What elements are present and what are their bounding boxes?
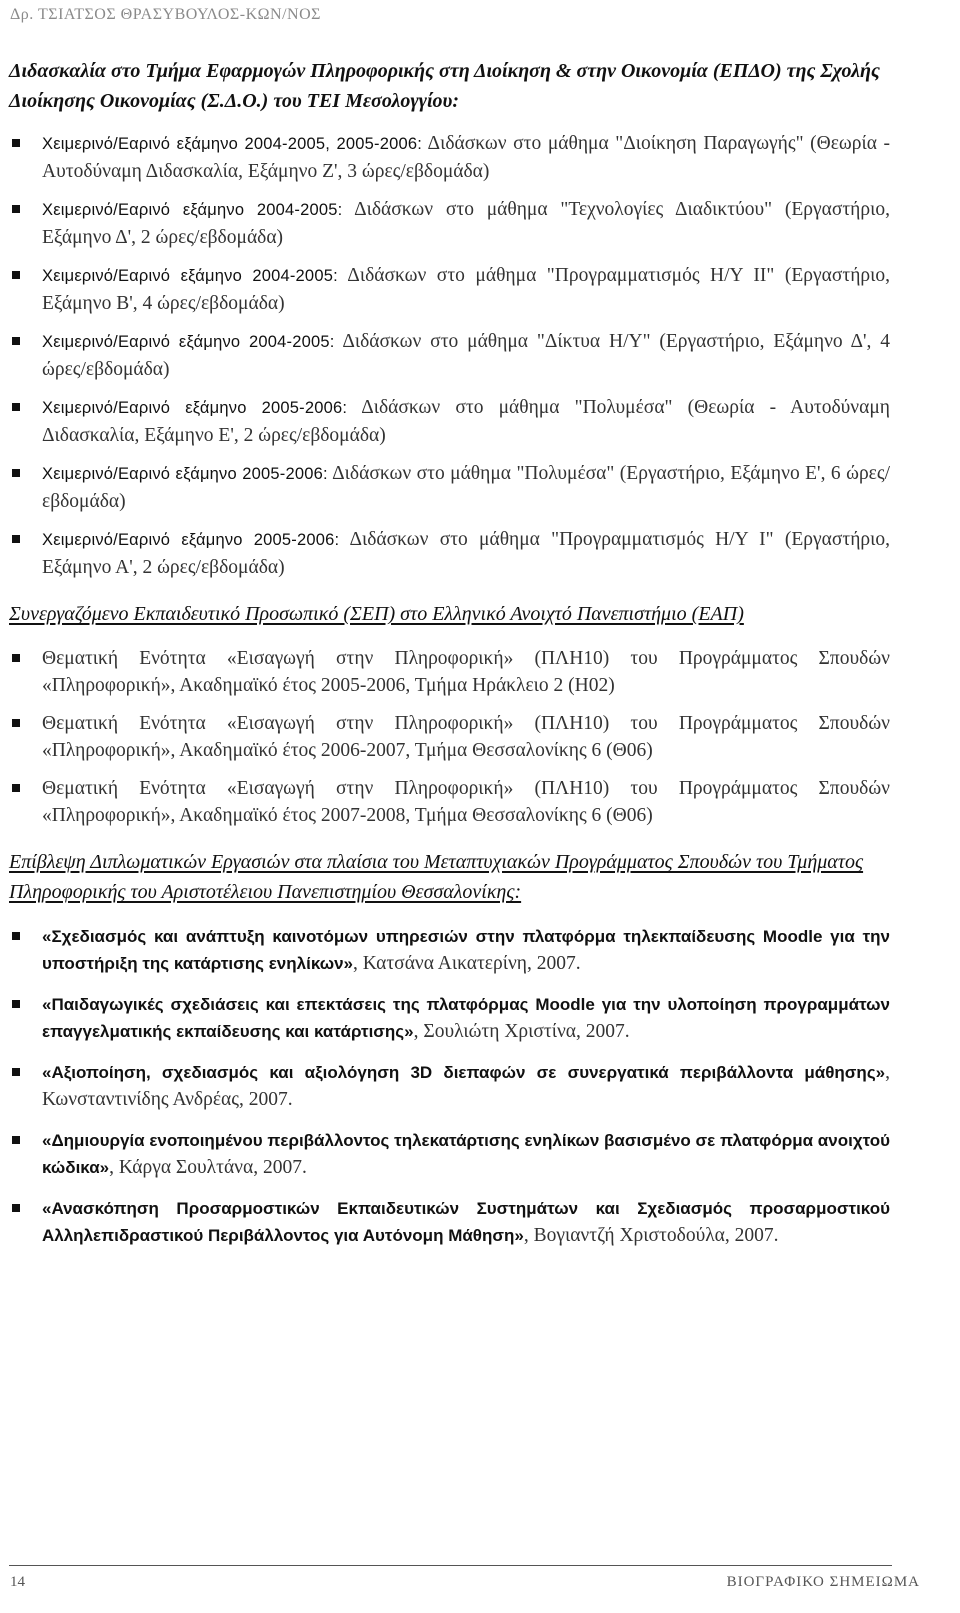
course-description: Διδάσκων στο μάθημα "Δίκτυα Η/Υ" (Εργαστήριο, Εξάμηνο Δ', 4 ώρες/εβδομάδα) — [42, 331, 890, 380]
list-item — [9, 328, 890, 383]
list-item — [9, 710, 890, 764]
thesis-title: «Σχεδιασμός και ανάπτυξη καινοτόμων υπηρεσιών στην πλατφόρμα τηλεκπαίδευσης Moodle για την υποστήριξη της κατάρτισης ενηλίκων» — [42, 927, 890, 973]
module-description: Θεματική Ενότητα «Εισαγωγή στην Πληροφορική» (ΠΛΗ10) του Προγράμματος Σπουδών «Πληροφορική», Ακαδημαϊκό έτος 2006-2007, Τμήμα Θεσσαλονίκης 6 (Θ06) — [42, 713, 890, 761]
thesis-author: , Κάργα Σουλτάνα, 2007. — [109, 1157, 307, 1178]
page-number: 14 — [10, 1574, 25, 1590]
bullet-icon — [12, 1136, 20, 1144]
list-item — [9, 130, 890, 185]
supervision-list — [9, 923, 890, 1249]
thesis-title: «Ανασκόπηση Προσαρμοστικών Εκπαιδευτικών Συστημάτων και Σχεδιασμός προσαρμοστικού Αλληλεπιδραστικού Περιβάλλοντος για Αυτόνομη Μάθηση» — [42, 1199, 890, 1245]
semester-label: Χειμερινό/Εαρινό εξάμηνο 2004-2005, 2005-2006: — [42, 135, 423, 153]
list-item — [9, 526, 890, 581]
list-item — [9, 775, 890, 829]
thesis-author: , Κωνσταντινίδης Ανδρέας, 2007. — [42, 1062, 890, 1110]
semester-label: Χειμερινό/Εαρινό εξάμηνο 2005-2006: — [42, 465, 328, 483]
bullet-icon — [12, 205, 20, 213]
course-description: Διδάσκων στο μάθημα "Διοίκηση Παραγωγής" (Θεωρία - Αυτοδύναμη Διδασκαλία, Εξάμηνο Ζ', 3 ώρες/εβδομάδα) — [42, 133, 891, 182]
footer-title: ΒΙΟΓΡΑΦΙΚΟ ΣΗΜΕΙΩΜΑ — [726, 1574, 920, 1590]
bullet-icon — [12, 337, 20, 345]
module-description: Θεματική Ενότητα «Εισαγωγή στην Πληροφορική» (ΠΛΗ10) του Προγράμματος Σπουδών «Πληροφορική», Ακαδημαϊκό έτος 2007-2008, Τμήμα Θεσσαλονίκης 6 (Θ06) — [42, 778, 890, 826]
bullet-icon — [12, 535, 20, 543]
semester-label: Χειμερινό/Εαρινό εξάμηνο 2005-2006: — [42, 531, 340, 549]
list-item — [9, 1195, 890, 1249]
list-item — [9, 460, 890, 515]
list-item — [9, 1127, 890, 1181]
bullet-icon — [12, 139, 20, 147]
section-heading-teaching: Διδασκαλία στο Τμήμα Εφαρμογών Πληροφορικής στη Διοίκηση & στην Οικονομία (ΕΠΔΟ) της Σχολής Διοίκησης Οικονομίας (Σ.Δ.Ο.) του ΤΕΙ Μεσολογγίου: — [9, 60, 880, 112]
list-item — [9, 923, 890, 977]
course-description: Διδάσκων στο μάθημα "Πολυμέσα" (Θεωρία - Αυτοδύναμη Διδασκαλία, Εξάμηνο Ε', 2 ώρες/εβδομάδα) — [42, 397, 890, 446]
course-description: Διδάσκων στο μάθημα "Προγραμματισμός Η/Υ ΙΙ" (Εργαστήριο, Εξάμηνο Β', 4 ώρες/εβδομάδα) — [42, 265, 890, 314]
thesis-author: , Σουλιώτη Χριστίνα, 2007. — [413, 1021, 630, 1042]
semester-label: Χειμερινό/Εαρινό εξάμηνο 2005-2006: — [42, 399, 348, 417]
course-description: Διδάσκων στο μάθημα "Τεχνολογίες Διαδικτύου" (Εργαστήριο, Εξάμηνο Δ', 2 ώρες/εβδομάδα) — [42, 199, 890, 248]
bullet-icon — [12, 1068, 20, 1076]
list-item — [9, 394, 890, 449]
bullet-icon — [12, 654, 20, 662]
course-description: Διδάσκων στο μάθημα "Προγραμματισμός Η/Υ Ι" (Εργαστήριο, Εξάμηνο Α', 2 ώρες/εβδομάδα) — [42, 529, 890, 578]
list-item — [9, 645, 890, 699]
list-item — [9, 991, 890, 1045]
course-description: Διδάσκων στο μάθημα "Πολυμέσα" (Εργαστήριο, Εξάμηνο Ε', 6 ώρες/εβδομάδα) — [42, 463, 890, 512]
teaching-list — [9, 130, 890, 581]
bullet-icon — [12, 719, 20, 727]
bullet-icon — [12, 469, 20, 477]
bullet-icon — [12, 271, 20, 279]
section-heading-eap: Συνεργαζόμενο Εκπαιδευτικό Προσωπικό (ΣΕΠ) στο Ελληνικό Ανοιχτό Πανεπιστήμιο (ΕΑΠ) — [9, 603, 744, 625]
footer-divider — [9, 1565, 892, 1566]
thesis-author: , Βογιαντζή Χριστοδούλα, 2007. — [523, 1225, 779, 1246]
bullet-icon — [12, 1204, 20, 1212]
thesis-title: «Δημιουργία ενοποιημένου περιβάλλοντος τηλεκατάρτισης ενηλίκων βασισμένο σε πλατφόρμα ανοιχτού κώδικα» — [42, 1131, 890, 1177]
eap-list — [9, 645, 890, 829]
semester-label: Χειμερινό/Εαρινό εξάμηνο 2004-2005: — [42, 267, 338, 285]
list-item — [9, 196, 890, 251]
section-heading-supervision: Επίβλεψη Διπλωματικών Εργασιών στα πλαίσια του Μεταπτυχιακών Προγράμματος Σπουδών του Τμήματος Πληροφορικής του Αριστοτέλειου Πανεπιστημίου Θεσσαλονίκης: — [9, 851, 864, 903]
semester-label: Χειμερινό/Εαρινό εξάμηνο 2004-2005: — [42, 333, 335, 351]
thesis-author: , Κατσάνα Αικατερίνη, 2007. — [353, 953, 581, 974]
thesis-title: «Παιδαγωγικές σχεδιάσεις και επεκτάσεις της πλατφόρμας Moodle για την υλοποίηση προγραμμάτων επαγγελματικής εκπαίδευσης και κατάρτισης» — [42, 995, 890, 1041]
bullet-icon — [12, 403, 20, 411]
running-header: Δρ. ΤΣΙΑΤΣΟΣ ΘΡΑΣΥΒΟΥΛΟΣ-ΚΩΝ/ΝΟΣ — [10, 6, 321, 23]
module-description: Θεματική Ενότητα «Εισαγωγή στην Πληροφορική» (ΠΛΗ10) του Προγράμματος Σπουδών «Πληροφορική», Ακαδημαϊκό έτος 2005-2006, Τμήμα Ηράκλειο 2 (Η02) — [42, 648, 890, 696]
list-item — [9, 1059, 890, 1113]
list-item — [9, 262, 890, 317]
bullet-icon — [12, 1000, 20, 1008]
semester-label: Χειμερινό/Εαρινό εξάμηνο 2004-2005: — [42, 201, 343, 219]
thesis-title: «Αξιοποίηση, σχεδιασμός και αξιολόγηση 3D διεπαφών σε συνεργατικά περιβάλλοντα μάθησης» — [42, 1063, 886, 1082]
bullet-icon — [12, 932, 20, 940]
bullet-icon — [12, 784, 20, 792]
document-body — [9, 56, 890, 1249]
